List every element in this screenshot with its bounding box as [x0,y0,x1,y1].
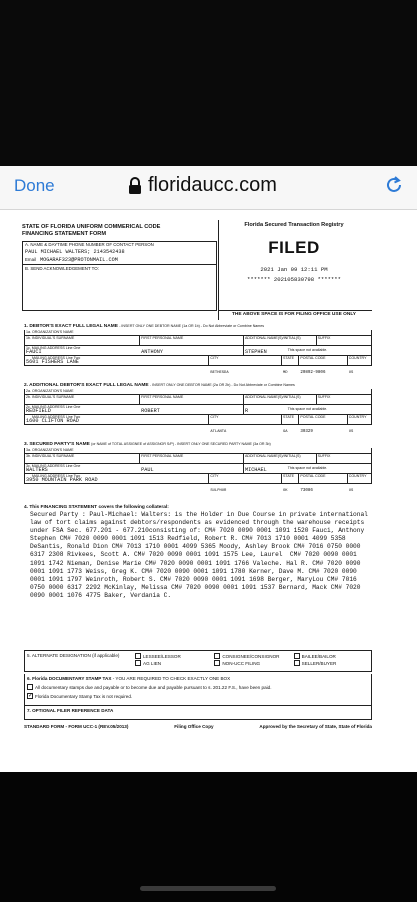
sec2-title: 2. ADDITIONAL DEBTOR'S EXACT FULL LEGAL NAME [24,383,149,388]
sec1-addl: STEPHEN [244,349,267,355]
sec3-not-available: This space not available. [287,466,328,470]
sec1-addr1-label: 1c. MAILING ADDRESS Line One [26,346,81,350]
sec2-country: US [348,430,354,434]
section-6-stamp-tax [24,674,372,706]
form-title: STATE OF FLORIDA UNIFORM COMMERICAL CODE [22,224,161,230]
sec1-first-label: FIRST PERSONAL NAME [141,336,184,340]
registry-title: Florida Secured Transaction Registry [244,222,344,228]
footer-approval: Approved by the Secretary of State, State of Florida [259,724,372,729]
sec2-addr2-label: MAILING ADDRESS Line Two [32,415,81,419]
sec2-city: ATLANTA [210,430,227,434]
top-dark-area [0,0,417,166]
sec2-postal: 30329 [300,430,313,434]
done-button[interactable]: Done [14,176,55,195]
opt-consignee: CONSIGNEE/CONSIGNOR [222,653,280,659]
email-value: MOGARAF323@PROTONMAIL.COM [39,257,118,263]
sec2-suffix-label: SUFFIX [317,395,331,399]
sec2-not-available: This space not available. [287,407,328,411]
sec3-country: US [348,489,354,493]
collateral-text: Secured Party : Paul-Michael: Walters: is the Holder in Due Course in private international law of tort claims against debtors/respondents as evidenced through the warehouse receipts under FSA Sec. 677.201 - 677.210consisting of: CM# 7020 0090 0001 1091 1520 Fauci, Anthony Stephen CM# 7020 0090 0001 1091 1513 Redfield, Robert R. CM# 7013 1710 0001 4099 5358 DeSantis, Ronald Dion CM# 7013 1710 0001 4099 5365 Moody, Ashley Brook CM# 7016 0750 0000 6317 2308 Rivkees, Scott A. CM# 7020 0090 0001 1091 1575 Lee, Laurel CM# 7020 0090 0001 1091 1742 Nieman, Denise Marie CM# 7020 0090 0001 1091 1766 Valeche. Hal R. CM# 7020 0090 0001 1091 1773 Weiss, Greg K. CM# 7020 0090 0001 1091 1780 Kerner, Dave M. CM# 7020 0090 0001 1091 1797 Weinroth, Robert S. CM# 7020 0090 0001 1091 1698 Berger, MaryLou CM# 7016 0750 0000 6317 2292 McKinlay, Melissa CM# 7020 0090 0001 1091 1537 Bernard, Mack CM# 7020 0090 0001 1076 4775 Baker, Verdania C. [30,511,372,599]
bottom-dark-area [0,772,417,902]
sec1-city-label: CITY [210,356,219,360]
sec1-city: BETHESDA [210,371,229,375]
above-space-rule [219,310,372,311]
ack-box [22,265,217,311]
opt-non-ucc: NON-UCC FILING [222,660,261,666]
sec6-title: 6. Florida DOCUMENTARY STAMP TAX [27,676,112,681]
opt-lessee-lessor: LESSEE/LESSOR [143,653,181,659]
footer-form-id: STANDARD FORM - FORM UCC-1 (REV.05/2013) [24,724,129,729]
checkbox-seller-buyer[interactable] [294,660,300,666]
sec2-postal-label: POSTAL CODE [300,415,326,419]
sec7-title: 7. OPTIONAL FILER REFERENCE DATA [27,708,114,713]
section-4-collateral [24,505,372,600]
opt-seller-buyer: SELLER/BUYER [301,660,337,666]
sec3-addr1-label: 3c. MAILING ADDRESS Line One [26,464,81,468]
contact-value: PAUL MICHAEL WALTERS; 2143542438 [25,249,125,255]
checkbox-stamp-not-required[interactable]: ✓ [28,693,34,699]
document-page [0,210,417,772]
sec3-country-label: COUNTRY [348,474,367,478]
sec2-city-label: CITY [210,415,219,419]
sec1-addr2-label: MAILING ADDRESS Line Two [32,356,81,360]
ack-label: B. SEND ACKNOWLEDGEMENT TO: [25,266,99,271]
filed-date: 2021 Jan 09 12:11 PM [260,266,328,273]
section-3-secured-party [24,441,372,493]
sec1-surname: FAUCI [26,349,42,355]
footer-copy: Filing Office Copy [174,724,214,729]
sec3-city: SULPHUR [210,489,227,493]
sec2-addr1-label: 2c. MAILING ADDRESS Line One [26,405,81,409]
sec3-title: 3. SECURED PARTY'S NAME [24,442,90,447]
sec3-postal: 73086 [300,489,313,493]
sec1-country: US [348,371,354,375]
sec3-addl: MICHAEL [244,467,267,473]
sec6-sub: - YOU ARE REQUIRED TO CHECK EXACTLY ONE BOX [112,676,231,681]
sec2-org-label: 2a. ORGANIZATION'S NAME [26,389,74,393]
sec1-surname-label: 1b. INDIVIDUAL'S SURNAME [26,336,75,340]
form-header-right [219,222,369,283]
lock-icon [128,177,142,195]
checkbox-lessee-lessor[interactable] [135,653,141,659]
contact-box [22,241,217,265]
sec2-sub: - INSERT ONLY ONE DEBTOR NAME (2a OR 2b) - Do Not Abbreviate or Combine Names [149,383,295,387]
sec2-country-label: COUNTRY [348,415,367,419]
sec3-addr1: 3950 MOUNTAIN PARK ROAD [26,477,98,483]
sec1-org-label: 1a. ORGANIZATION'S NAME [26,330,74,334]
sec3-addl-label: ADDITIONAL NAME(S)/INITIAL(S) [244,454,301,458]
opt-ag-lien: AG LIEN [143,660,162,666]
filed-stamp: FILED [268,238,320,257]
sec4-title: 4. This FINANCING STATEMENT covers the following collateral: [24,505,169,510]
checkbox-non-ucc[interactable] [214,660,220,666]
sec1-postal: 20892-9806 [300,371,326,375]
browser-toolbar [0,166,417,210]
filed-number: ******* 202105830798 ******* [247,276,341,283]
sec3-sub: (or NAME of TOTAL ASSIGNEE of ASSIGNOR S/P) - INSERT ONLY ONE SECURED PARTY NAME (3a OR 3b) [91,442,271,446]
sec6-opt1: All documentary stamps due and payable or to become due and payable pursuant to s. 201.22 F.S., have been paid. [35,684,272,690]
form-footer [24,724,372,729]
sec1-title: 1. DEBTOR'S EXACT FULL LEGAL NAME [24,324,118,329]
sec6-opt2: Florida Documentary Stamp Tax is not required. [35,693,133,699]
sec1-addr1: 5601 FISHERS LANE [26,359,79,365]
contact-label: A. NAME & DAYTIME PHONE NUMBER OF CONTACT PERSON [25,242,154,247]
sec2-state: GA [283,430,288,434]
sec1-first: ANTHONY [141,349,163,355]
sec3-state-label: STATE [283,474,295,478]
sec2-state-label: STATE [283,415,295,419]
sec3-suffix-label: SUFFIX [317,454,331,458]
sec1-sub: - INSERT ONLY ONE DEBTOR NAME (1a OR 1b) - Do Not Abbreviate or Combine Names [119,324,265,328]
section-7-filer-reference [24,706,372,720]
sec1-suffix-label: SUFFIX [317,336,331,340]
sec1-not-available-1: This space not available. [287,348,328,352]
sec3-first-label: FIRST PERSONAL NAME [141,454,184,458]
reload-icon[interactable] [383,174,405,196]
sec3-surname-label: 3b. INDIVIDUAL'S SURNAME [26,454,75,458]
sec2-addl: R [244,408,249,414]
sec1-addl-label: ADDITIONAL NAME(S)/INITIAL(S) [244,336,301,340]
sec2-addr1: 1600 CLIFTON ROAD [26,418,79,424]
above-space-note: THE ABOVE SPACE IS FOR FILING OFFICE USE ONLY [231,312,357,317]
url-text: floridaucc.com [148,174,277,196]
checkbox-bailee[interactable] [294,653,300,659]
sec1-state: MD [283,371,288,375]
address-bar[interactable] [128,174,277,197]
home-indicator[interactable] [140,886,276,891]
checkbox-stamps-paid[interactable] [27,684,33,690]
sec2-surname: REDFIELD [26,408,51,414]
section-5-alternate-designation [24,650,372,672]
sec1-postal-label: POSTAL CODE [300,356,326,360]
sec3-state: OK [283,489,288,493]
sec3-surname: WALTERS [26,467,48,473]
form-subtitle: FINANCING STATEMENT FORM [22,231,107,237]
section-1-debtor [24,323,372,375]
sec2-addl-label: ADDITIONAL NAME(S)/INITIAL(S) [244,395,301,399]
sec5-title: 5. ALTERNATE DESIGNATION (if applicable) [27,653,120,658]
checkbox-ag-lien[interactable] [135,660,141,666]
checkbox-consignee[interactable] [214,653,220,659]
sec2-surname-label: 2b. INDIVIDUAL'S SURNAME [26,395,75,399]
sec3-addr2-label: MAILING ADDRESS Line Two [32,474,81,478]
sec1-country-label: COUNTRY [348,356,367,360]
sec1-state-label: STATE [283,356,295,360]
sec3-postal-label: POSTAL CODE [300,474,326,478]
sec3-org-label: 3a. ORGANIZATION'S NAME [26,448,74,452]
form-header-left [22,224,217,332]
section-2-additional-debtor [24,382,372,434]
opt-bailee: BAILEE/BAILOR [301,653,336,659]
sec2-first-label: FIRST PERSONAL NAME [141,395,184,399]
email-label: Email [25,257,36,262]
sec3-city-label: CITY [210,474,219,478]
sec3-first: PAUL [141,467,154,473]
sec2-first: ROBERT [141,408,160,414]
